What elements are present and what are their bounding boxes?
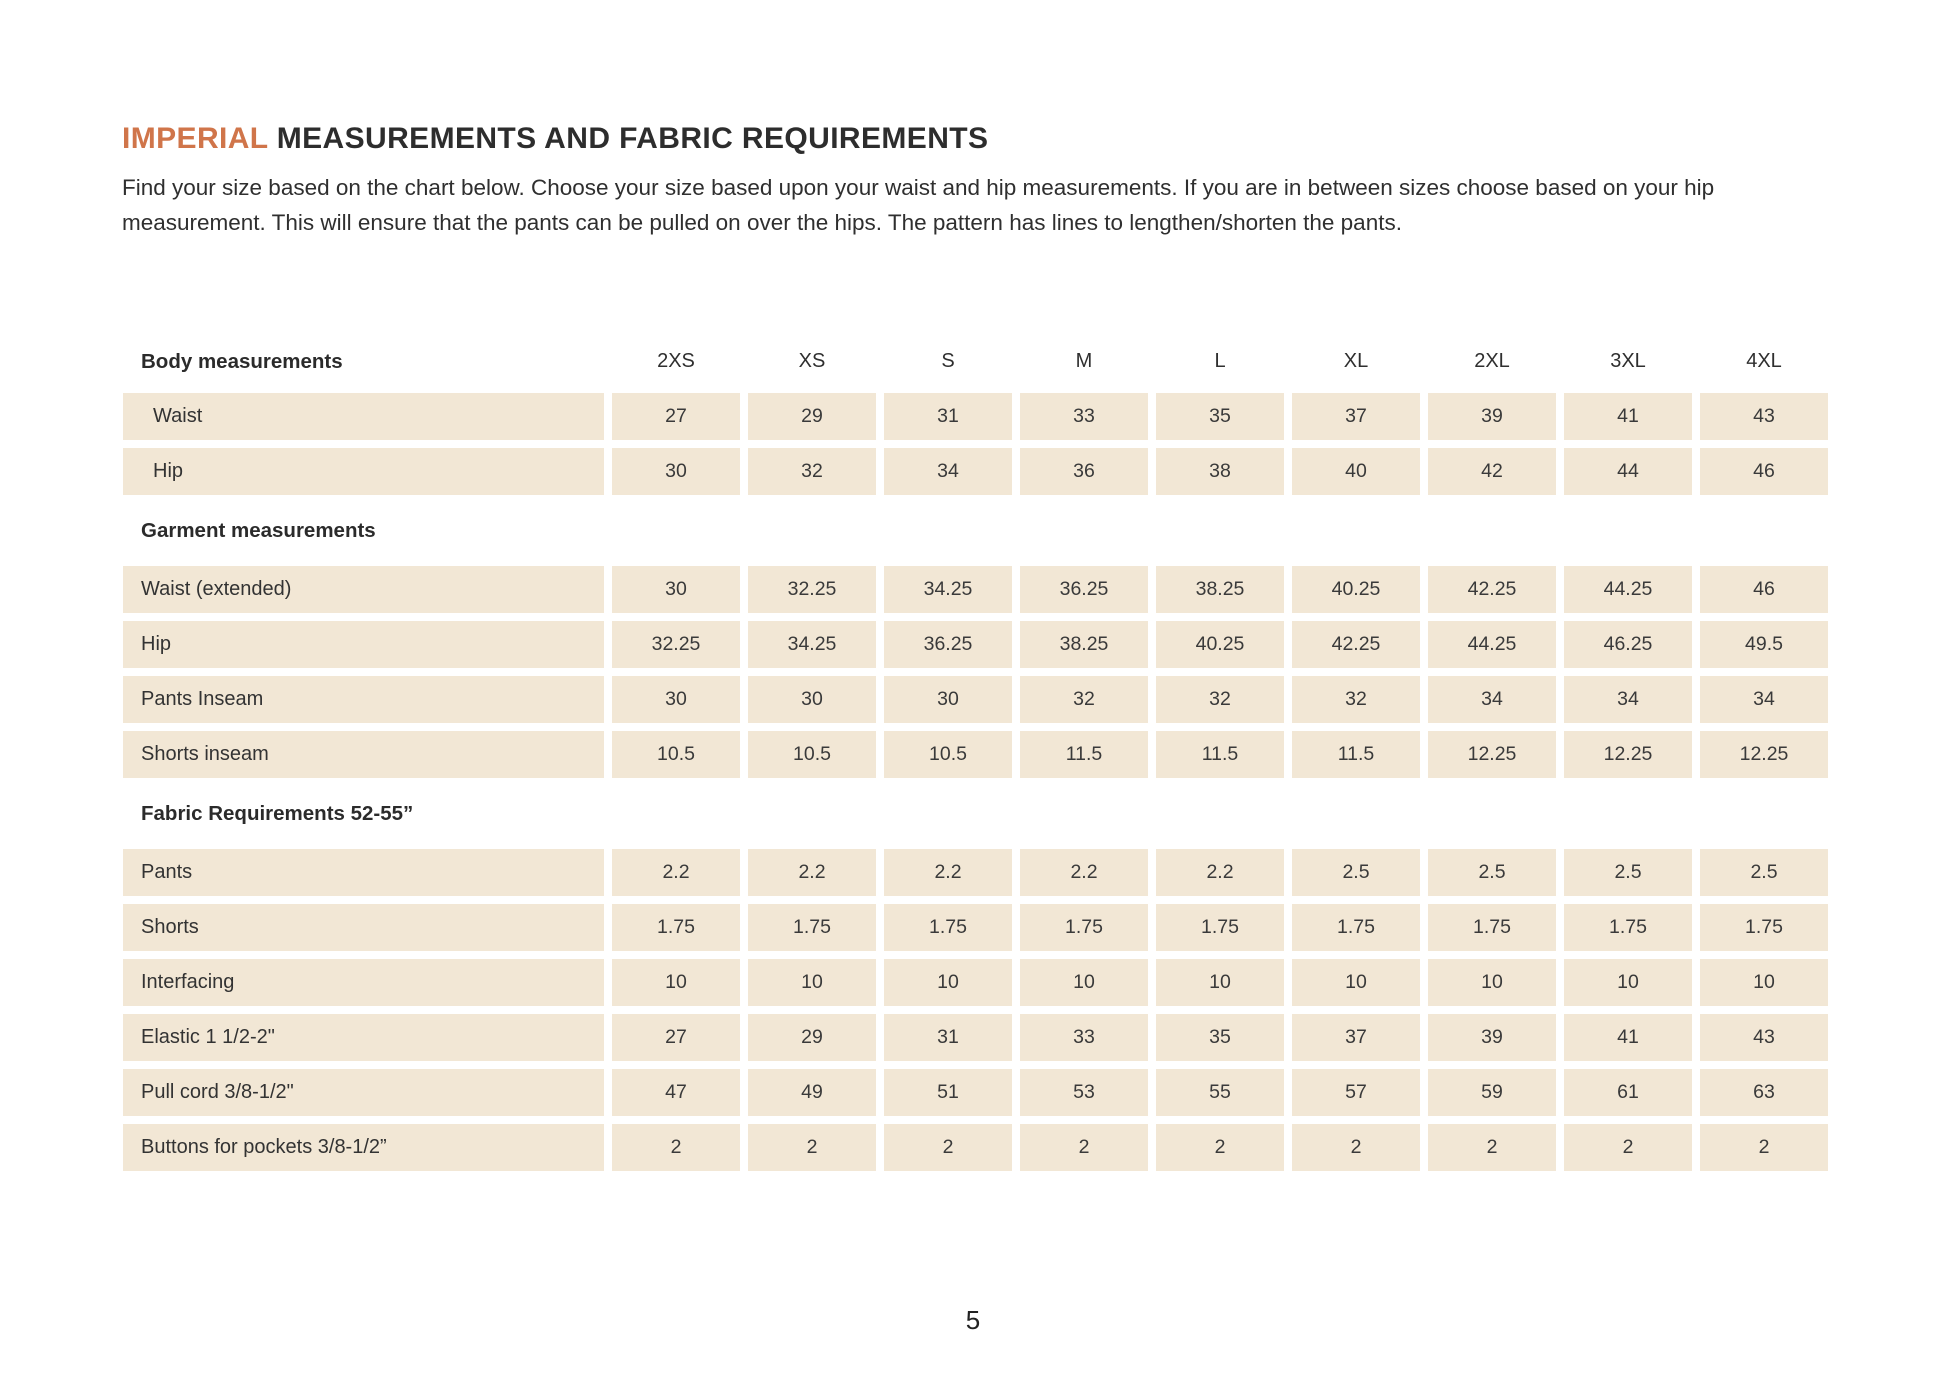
table-header-row [123,338,1828,385]
table-row [123,849,1828,896]
value-cell: 53 [1020,1069,1148,1116]
row-label: Interfacing [123,959,604,1006]
table-row [123,1014,1828,1061]
page-title-rest: MEASUREMENTS AND FABRIC REQUIREMENTS [276,122,989,155]
row-label: Shorts [123,904,604,951]
row-label: Pull cord 3/8-1/2" [123,1069,604,1116]
row-label: Shorts inseam [123,731,604,778]
value-cell: 12.25 [1700,731,1828,778]
value-cell: 37 [1292,1014,1420,1061]
value-cell: 1.75 [748,904,876,951]
row-label: Hip [123,448,604,495]
value-cell: 2 [1428,1124,1556,1171]
value-cell: 11.5 [1156,731,1284,778]
value-cell: 10 [1428,959,1556,1006]
value-cell: 1.75 [1428,904,1556,951]
row-label: Elastic 1 1/2-2" [123,1014,604,1061]
value-cell: 61 [1564,1069,1692,1116]
value-cell: 2 [1156,1124,1284,1171]
value-cell: 30 [612,566,740,613]
value-cell: 27 [612,1014,740,1061]
value-cell: 41 [1564,1014,1692,1061]
value-cell: 38 [1156,448,1284,495]
value-cell: 27 [612,393,740,440]
value-cell: 38.25 [1156,566,1284,613]
value-cell: 34.25 [884,566,1012,613]
size-chart-table [123,338,1828,1179]
table-header-label: Body measurements [141,349,343,373]
page-title-highlight: IMPERIAL [122,122,268,155]
value-cell: 35 [1156,393,1284,440]
value-cell: 10.5 [884,731,1012,778]
value-cell: 11.5 [1292,731,1420,778]
column-header: L [1214,350,1226,372]
value-cell: 34 [1700,676,1828,723]
value-cell: 2.2 [1156,849,1284,896]
value-cell: 34.25 [748,621,876,668]
page-title [122,122,988,156]
value-cell: 44.25 [1564,566,1692,613]
value-cell: 32.25 [748,566,876,613]
value-cell: 10 [748,959,876,1006]
column-header: S [941,350,955,372]
value-cell: 10 [1564,959,1692,1006]
value-cell: 10 [1156,959,1284,1006]
value-cell: 35 [1156,1014,1284,1061]
row-label: Hip [123,621,604,668]
value-cell: 41 [1564,393,1692,440]
table-row [123,448,1828,495]
value-cell: 29 [748,1014,876,1061]
value-cell: 49 [748,1069,876,1116]
value-cell: 32.25 [612,621,740,668]
table-row [123,959,1828,1006]
value-cell: 42.25 [1292,621,1420,668]
column-header: M [1075,350,1093,372]
value-cell: 36 [1020,448,1148,495]
value-cell: 2 [1700,1124,1828,1171]
value-cell: 32 [1156,676,1284,723]
value-cell: 1.75 [1292,904,1420,951]
value-cell: 2 [748,1124,876,1171]
value-cell: 31 [884,393,1012,440]
value-cell: 30 [612,448,740,495]
value-cell: 12.25 [1564,731,1692,778]
value-cell: 1.75 [1700,904,1828,951]
value-cell: 42 [1428,448,1556,495]
value-cell: 55 [1156,1069,1284,1116]
value-cell: 51 [884,1069,1012,1116]
value-cell: 29 [748,393,876,440]
column-header: 3XL [1610,350,1646,372]
table-row [123,904,1828,951]
value-cell: 39 [1428,393,1556,440]
value-cell: 49.5 [1700,621,1828,668]
value-cell: 1.75 [1020,904,1148,951]
value-cell: 47 [612,1069,740,1116]
value-cell: 40.25 [1292,566,1420,613]
value-cell: 2.5 [1292,849,1420,896]
value-cell: 40 [1292,448,1420,495]
row-label: Waist [123,393,604,440]
table-row [123,393,1828,440]
value-cell: 2 [1020,1124,1148,1171]
value-cell: 46 [1700,448,1828,495]
value-cell: 2 [612,1124,740,1171]
column-header: XL [1343,350,1369,372]
value-cell: 36.25 [1020,566,1148,613]
section-heading: Fabric Requirements 52-55” [141,801,414,825]
value-cell: 33 [1020,1014,1148,1061]
value-cell: 2.2 [884,849,1012,896]
value-cell: 31 [884,1014,1012,1061]
value-cell: 2 [1564,1124,1692,1171]
value-cell: 32 [1292,676,1420,723]
row-label: Pants [123,849,604,896]
value-cell: 2.2 [748,849,876,896]
value-cell: 43 [1700,1014,1828,1061]
value-cell: 44.25 [1428,621,1556,668]
value-cell: 46 [1700,566,1828,613]
value-cell: 44 [1564,448,1692,495]
table-row [123,676,1828,723]
value-cell: 36.25 [884,621,1012,668]
table-row [123,731,1828,778]
column-header: XS [798,350,826,372]
value-cell: 1.75 [1156,904,1284,951]
value-cell: 30 [612,676,740,723]
value-cell: 46.25 [1564,621,1692,668]
value-cell: 32 [748,448,876,495]
row-label: Waist (extended) [123,566,604,613]
intro-paragraph: Find your size based on the chart below. Choose your size based upon your waist and hip measurements. If you are in between sizes choose based on your hip measurement. This will ensure that the pants can be pulled on over the hips. The pattern has lines to lengthen/shorten the pants. [122,175,1715,235]
value-cell: 1.75 [1564,904,1692,951]
value-cell: 1.75 [884,904,1012,951]
page-number: 5 [965,1305,981,1335]
value-cell: 59 [1428,1069,1556,1116]
column-header: 2XS [657,350,695,372]
value-cell: 2.5 [1564,849,1692,896]
value-cell: 2.5 [1428,849,1556,896]
section-heading: Garment measurements [141,518,376,542]
table-row [123,566,1828,613]
value-cell: 63 [1700,1069,1828,1116]
value-cell: 38.25 [1020,621,1148,668]
value-cell: 43 [1700,393,1828,440]
value-cell: 10 [1700,959,1828,1006]
value-cell: 30 [748,676,876,723]
value-cell: 32 [1020,676,1148,723]
value-cell: 34 [884,448,1012,495]
value-cell: 10.5 [748,731,876,778]
value-cell: 10.5 [612,731,740,778]
value-cell: 2.2 [1020,849,1148,896]
value-cell: 10 [1020,959,1148,1006]
value-cell: 10 [612,959,740,1006]
table-row [123,1069,1828,1116]
value-cell: 30 [884,676,1012,723]
value-cell: 57 [1292,1069,1420,1116]
value-cell: 37 [1292,393,1420,440]
value-cell: 42.25 [1428,566,1556,613]
value-cell: 34 [1564,676,1692,723]
value-cell: 11.5 [1020,731,1148,778]
table-row [123,1124,1828,1171]
value-cell: 2.5 [1700,849,1828,896]
value-cell: 10 [884,959,1012,1006]
value-cell: 10 [1292,959,1420,1006]
value-cell: 12.25 [1428,731,1556,778]
row-label: Buttons for pockets 3/8-1/2” [123,1124,604,1171]
row-label: Pants Inseam [123,676,604,723]
table-row [123,621,1828,668]
value-cell: 1.75 [612,904,740,951]
column-header: 4XL [1746,350,1782,372]
value-cell: 2 [1292,1124,1420,1171]
value-cell: 2 [884,1124,1012,1171]
value-cell: 33 [1020,393,1148,440]
column-header: 2XL [1474,350,1510,372]
value-cell: 2.2 [612,849,740,896]
value-cell: 40.25 [1156,621,1284,668]
value-cell: 34 [1428,676,1556,723]
value-cell: 39 [1428,1014,1556,1061]
